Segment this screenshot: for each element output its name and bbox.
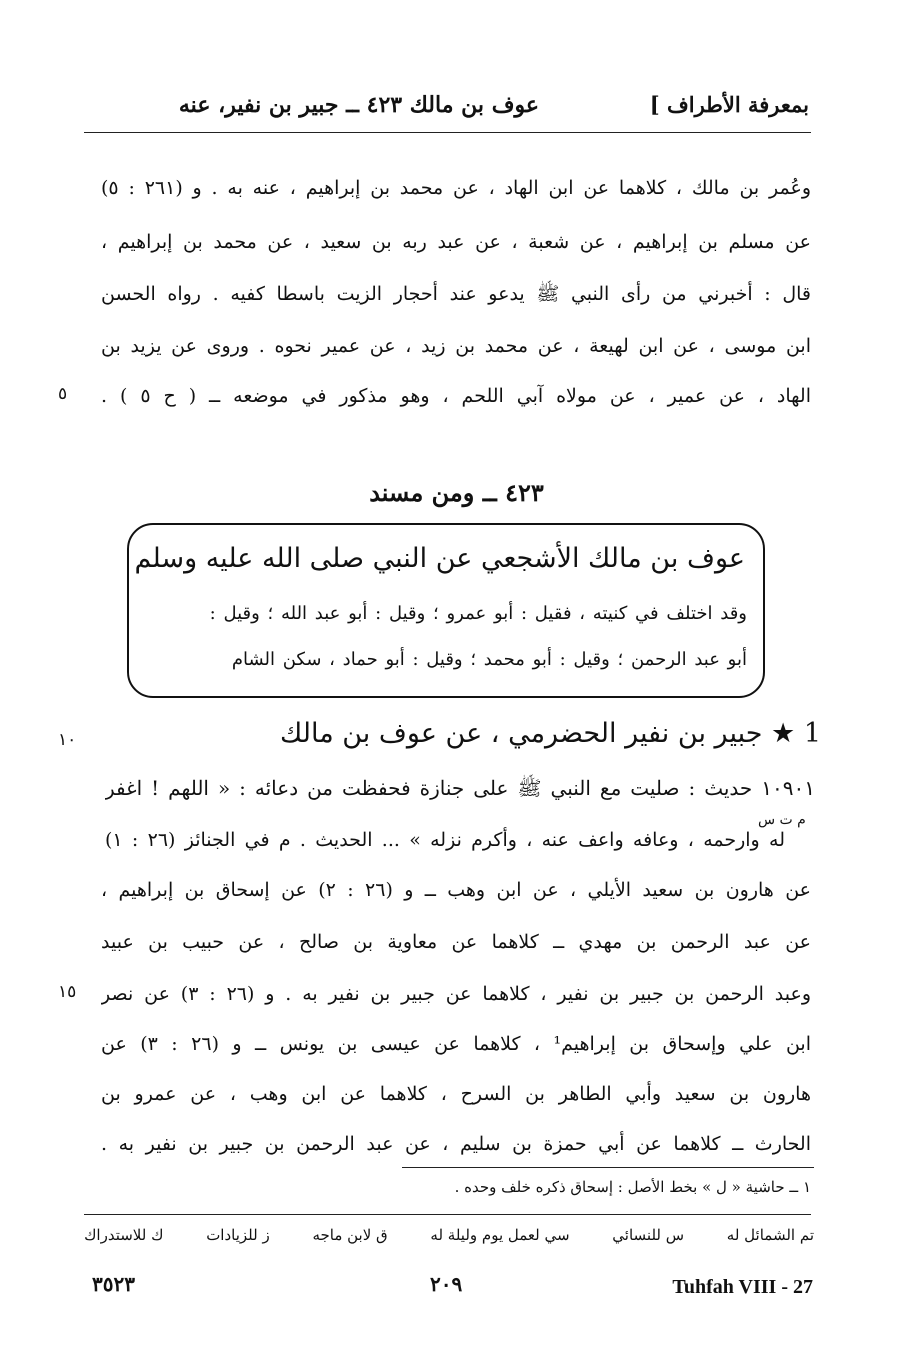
text-line: قال : أخبرني من رأى النبي ﷺ يدعو عند أحجار الزيت باسطا كفيه . رواه الحسن — [101, 283, 811, 305]
text-line: عن مسلم بن إبراهيم ، عن شعبة ، عن عبد ربه بن سعيد ، عن محمد بن إبراهيم ، — [101, 231, 811, 253]
header-rule — [84, 132, 811, 133]
narrator-subheading: 1 ★ جبير بن نفير الحضرمي ، عن عوف بن مالك — [280, 718, 821, 749]
text-line: وعُمر بن مالك ، كلاهما عن ابن الهاد ، عن محمد بن إبراهيم ، عنه به . و (٢٦١ : ٥) — [101, 177, 811, 199]
text-line: ابن موسى ، عن ابن لهيعة ، عن محمد بن زيد ، عن عمير نحوه . وروى عن يزيد بن — [101, 335, 811, 357]
hadith-line: ابن علي وإسحاق بن إبراهيم¹ ، كلاهما عن عيسى بن يونس ــ و (٢٦ : ٣) عن — [101, 1033, 811, 1055]
legend-rule — [84, 1214, 811, 1215]
footnote: ١ ــ حاشية « ل » بخط الأصل : إسحاق ذكره خلف وحده . — [454, 1178, 811, 1196]
legend-item: سي لعمل يوم وليلة له — [430, 1226, 570, 1244]
hadith-line: ١٠٩٠١ حديث : صليت مع النبي ﷺ على جنازة فحفظت من دعائه : « اللهم ! اغفر — [105, 776, 815, 800]
hadith-line: وعبد الرحمن بن جبير بن نفير ، كلاهما عن جبير بن نفير به . و (٢٦ : ٣) عن نصر — [101, 983, 811, 1005]
legend-item: تم الشمائل له — [726, 1226, 814, 1244]
box-title: عوف بن مالك الأشجعي عن النبي صلى الله عليه وسلم — [134, 543, 745, 574]
text-line: الهاد ، عن عمير ، عن مولاه آبي اللحم ، وهو مذكور في موضعه ــ ( ح ٥ ) . — [101, 385, 811, 407]
header-right: بمعرفة الأطراف ] — [649, 92, 809, 117]
hadith-sigla: م ت س — [758, 812, 806, 828]
hadith-line: الحارث ــ كلاهما عن أبي حمزة بن سليم ، عن عبد الرحمن بن جبير بن نفير به . — [101, 1133, 811, 1155]
footnote-rule — [402, 1167, 814, 1168]
musnad-title-box — [127, 523, 765, 698]
running-header — [84, 92, 809, 128]
hadith-line: له وارحمه ، وعافه واعف عنه ، وأكرم نزله » ... الحديث . م في الجنائز (٢٦ : ١) — [105, 829, 785, 851]
margin-number: ١٠ — [58, 730, 77, 750]
box-line: وقد اختلف في كنيته ، فقيل : أبو عمرو ؛ وقيل : أبو عبد الله ؛ وقيل : — [209, 603, 747, 624]
legend-item: س للنسائي — [612, 1226, 685, 1244]
sigla-legend — [84, 1226, 814, 1244]
margin-number: ٥ — [58, 384, 68, 404]
legend-item: ز للزيادات — [206, 1226, 270, 1244]
footer-volume-label: Tuhfah VIII - 27 — [672, 1276, 813, 1298]
hadith-line: هارون بن سعيد وأبي الطاهر بن السرح ، كلاهما عن ابن وهب ، عن عمرو بن — [101, 1083, 811, 1105]
legend-item: ق لابن ماجه — [312, 1226, 388, 1244]
section-heading: ٤٢٣ ــ ومن مسند — [369, 478, 544, 507]
hadith-line: عن عبد الرحمن بن مهدي ــ كلاهما عن معاوية بن صالح ، عن حبيب بن عبيد — [101, 931, 811, 953]
page-number: ٢٠٩ — [430, 1272, 463, 1296]
hadith-line: عن هارون بن سعيد الأيلي ، عن ابن وهب ــ و (٢٦ : ٢) عن إسحاق بن إبراهيم ، — [101, 879, 811, 901]
header-center: عوف بن مالك ٤٢٣ ــ جبير بن نفير، عنه — [178, 92, 539, 118]
margin-number: ١٥ — [58, 982, 77, 1002]
box-line: أبو عبد الرحمن ؛ وقيل : أبو محمد ؛ وقيل : أبو حماد ، سكن الشام — [231, 649, 747, 670]
footer-left-number: ٣٥٢٣ — [92, 1272, 135, 1296]
legend-item: ك للاستدراك — [84, 1226, 164, 1244]
